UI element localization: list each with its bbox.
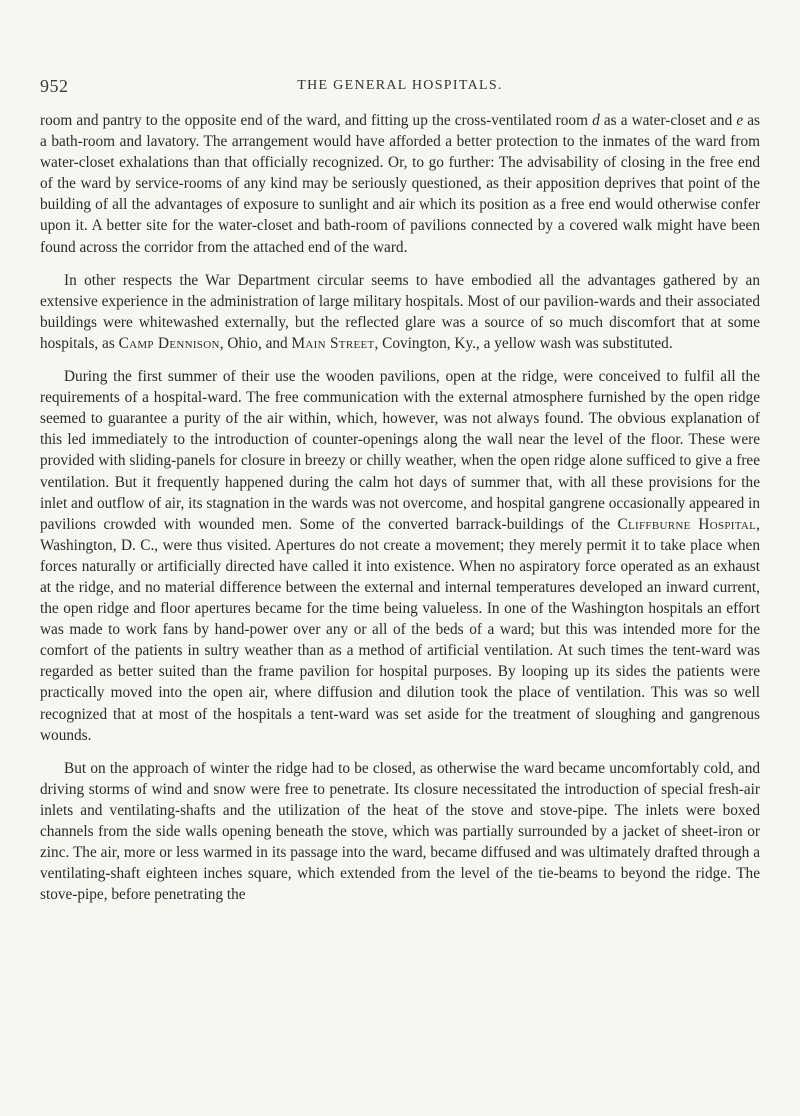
place-name: Camp Dennison <box>118 334 220 352</box>
text-run: as a water-closet and <box>599 112 737 129</box>
text-run: During the first summer of their use the wooden pavilions, open at the ridge, were conceived to fulfil all the requirements of a hospital-ward. The free communication with the external atmosphere furnished by the open ridge seemed to guarantee a purity of the air within, which, however, was not always found. The obvious explanation of this led immediately to the introduction of counter-openings along the wall near the level of the floor. These were provided with sliding-panels for closure in breezy or chilly weather, when the open ridge alone sufficed to give a free ventilation. But it frequently happened during the calm hot days of summer that, with all these provisions for the inlet and outflow of air, its stagnation in the wards was not overcome, and hospital gangrene occasionally appeared in pavilions crowded with wounded men. Some of the converted barrack-buildings of the <box>40 368 760 533</box>
text-run: as a bath-room and lavatory. The arrangement would have afforded a better protection to the inmates of the ward from water-closet exhalations than that officially recognized. Or, to go further: The advisability of closing in the free end of the ward by service-rooms of any kind may be seriously questioned, as their apposition deprives that point of the building of all the advantages of exposure to sunlight and air which its position as a free end would otherwise confer upon it. A better site for the water-closet and bath-room of pavilions connected by a covered walk might have been found across the corridor from the attached end of the ward. <box>40 112 760 256</box>
text-run: , Covington, Ky., a yellow wash was substituted. <box>374 334 673 352</box>
text-run: , Ohio, and <box>219 334 292 352</box>
text-run: room and pantry to the opposite end of the ward, and fitting up the cross-ventilated room <box>40 112 593 129</box>
text-run: , Washington, D. C., were thus visited. Apertures do not create a movement; they merely permit it to take place when forces naturally or artificially directed have called it into existence. When no aspiratory force operated as an exhaust at the ridge, and no material difference between the external and internal temperatures developed an inward current, the open ridge and floor apertures became for the time being valueless. In one of the Washington hospitals an effort was made to work fans by hand-power over any or all of the beds of a ward; but this was intended more for the comfort of the patients in sultry weather than as a method of artificial ventilation. At such times the tent-ward was regarded as better suited than the frame pavilion for hospital purposes. By looping up its sides the patients were practically moved into the open air, where diffusion and dilution took the place of ventilation. This was so well recognized that at most of the hospitals a tent-ward was set aside for the treatment of sloughing and gangrenous wounds. <box>40 515 760 744</box>
italic-letter: d <box>592 112 600 129</box>
text-run: In other respects the War Department circular seems to have embodied all the advantages gathered by an extensive experience in the administration of large military hospitals. Most of our pavilion-wards and their associated buildings were whitewashed externally, but the reflected glare was a source of so much discomfort that at some hospitals, as <box>40 271 760 352</box>
italic-letter: e <box>736 112 744 129</box>
place-name: Cliffburne Hospital <box>617 515 757 533</box>
body-text <box>40 110 760 905</box>
text-run: But on the approach of winter the ridge had to be closed, as otherwise the ward became uncomfortably cold, and driving storms of wind and snow were free to penetrate. Its closure necessitated the introduction of special fresh-air inlets and ventilating-shafts and the utilization of the heat of the stove and stove-pipe. The inlets were boxed channels from the side walls opening beneath the stove, which was partially surrounded by a jacket of sheet-iron or zinc. The air, more or less warmed in its passage into the ward, became diffused and was ultimately drafted through a ventilating-shaft eighteen inches square, which extended from the level of the tie-beams to beyond the ridge. The stove-pipe, before penetrating the <box>40 759 760 904</box>
paragraph <box>40 270 760 354</box>
page-number: 952 <box>40 76 69 96</box>
paragraph <box>40 110 760 258</box>
running-title: THE GENERAL HOSPITALS. <box>297 78 503 93</box>
page-header <box>40 60 760 100</box>
paragraph <box>40 758 760 906</box>
paragraph <box>40 366 760 746</box>
place-name: Main Street <box>291 334 375 352</box>
book-page <box>40 0 760 917</box>
